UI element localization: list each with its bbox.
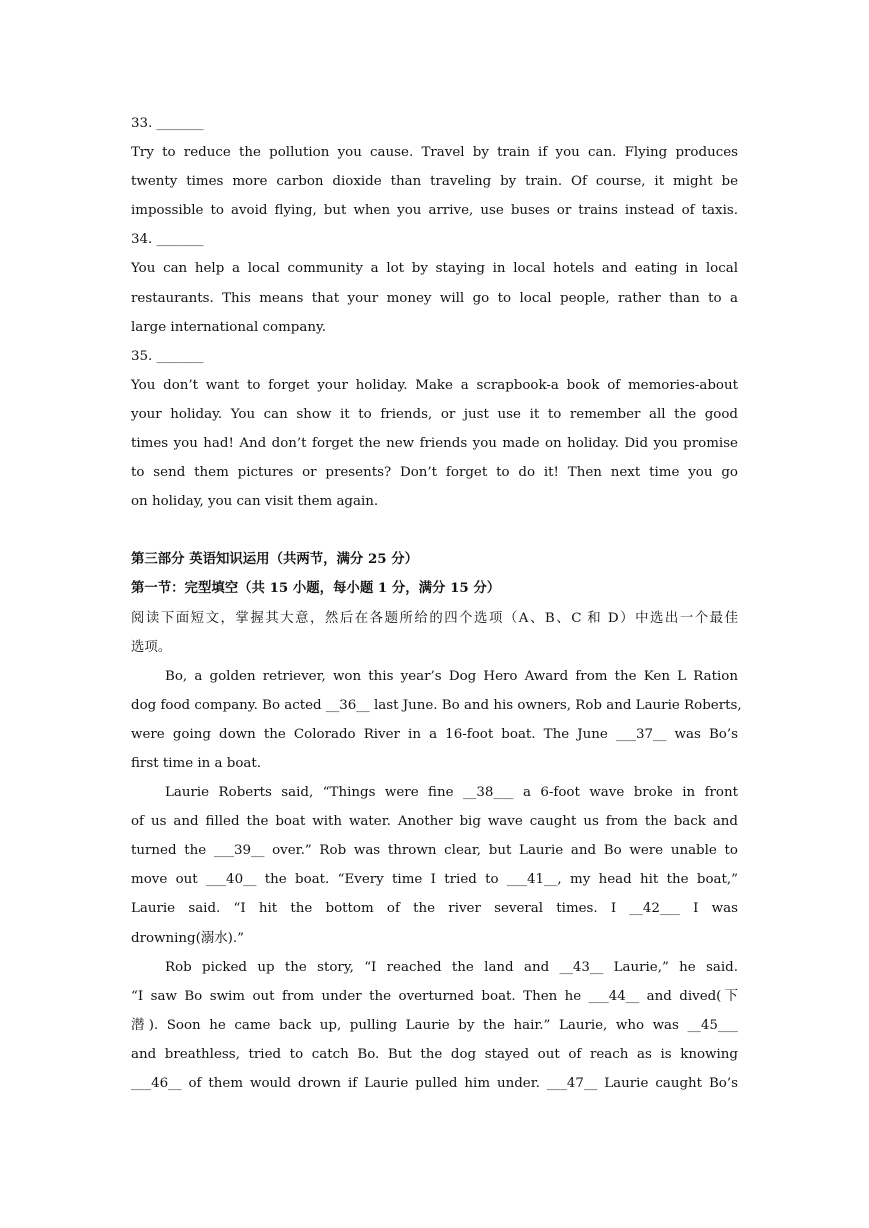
instruction-line: 阅读下面短文，掌握其大意，然后在各题所给的四个选项（A、B、C 和 D）中选出一个最佳 [131,610,738,626]
subsection-heading: 第一节：完型填空（共 15 小题，每小题 1 分，满分 15 分） [131,580,501,597]
section-heading: 第三部分 英语知识运用（共两节，满分 25 分） [131,551,419,568]
passage-line: “I saw Bo swim out from under the overturned boat. Then he ___44__ and dived(下 [131,988,738,1004]
passage-line: of us and filled the boat with water. Another big wave caught us from the back and [131,814,738,830]
passage-line: were going down the Colorado River in a 16-foot boat. The June ___37__ was Bo’s [131,726,738,742]
text-line: twenty times more carbon dioxide than traveling by train. Of course, it might be [131,174,738,190]
passage-line: first time in a boat. [131,755,262,771]
text-line: your holiday. You can show it to friends, or just use it to remember all the good [131,406,738,422]
passage-line: ___46__ of them would drown if Laurie pulled him under. ___47__ Laurie caught Bo’s [131,1076,738,1091]
text-line: impossible to avoid flying, but when you arrive, use buses or trains instead of taxis. [131,203,738,219]
passage-line: Laurie said. “I hit the bottom of the river several times. I __42___ I was [131,901,738,917]
instruction-line: 选项。 [131,639,172,655]
text-line: large international company. [131,319,326,335]
passage-line: and breathless, tried to catch Bo. But the dog stayed out of reach as is knowing [131,1046,738,1062]
section-gap [131,516,738,545]
passage-line: move out ___40__ the boat. “Every time I tried to ___41__, my head hit the boat,” [131,872,738,888]
passage-line: 潜). Soon he came back up, pulling Laurie by the hair.” Laurie, who was __45___ [131,1017,738,1033]
passage-line: Rob picked up the story, “I reached the land and __43__ Laurie,” he said. [165,959,738,975]
text-line: to send them pictures or presents? Don’t forget to do it! Then next time you go [131,465,738,481]
text-line: You don’t want to forget your holiday. Make a scrapbook-a book of memories-about [131,377,738,393]
passage-line: Laurie Roberts said, “Things were fine __38___ a 6-foot wave broke in front [165,785,738,801]
text-line: on holiday, you can visit them again. [131,494,379,510]
document-page [131,109,742,1098]
passage-line: dog food company. Bo acted __36__ last June. Bo and his owners, Rob and Laurie Roberts, [131,697,742,713]
question-35-blank: 35. _______ [131,348,204,364]
text-line: times you had! And don’t forget the new friends you made on holiday. Did you promise [131,436,738,452]
text-line: You can help a local community a lot by staying in local hotels and eating in local [131,261,738,277]
question-34-blank: 34. _______ [131,232,204,248]
passage-line: Bo, a golden retriever, won this year’s Dog Hero Award from the Ken L Ration [165,668,738,684]
text-line: restaurants. This means that your money will go to local people, rather than to a [131,290,738,306]
question-33-blank: 33. _______ [131,116,204,131]
text-line: Try to reduce the pollution you cause. Travel by train if you can. Flying produces [131,145,738,161]
passage-line: drowning(溺水).” [131,930,244,946]
passage-line: turned the ___39__ over.” Rob was thrown clear, but Laurie and Bo were unable to [131,843,738,859]
